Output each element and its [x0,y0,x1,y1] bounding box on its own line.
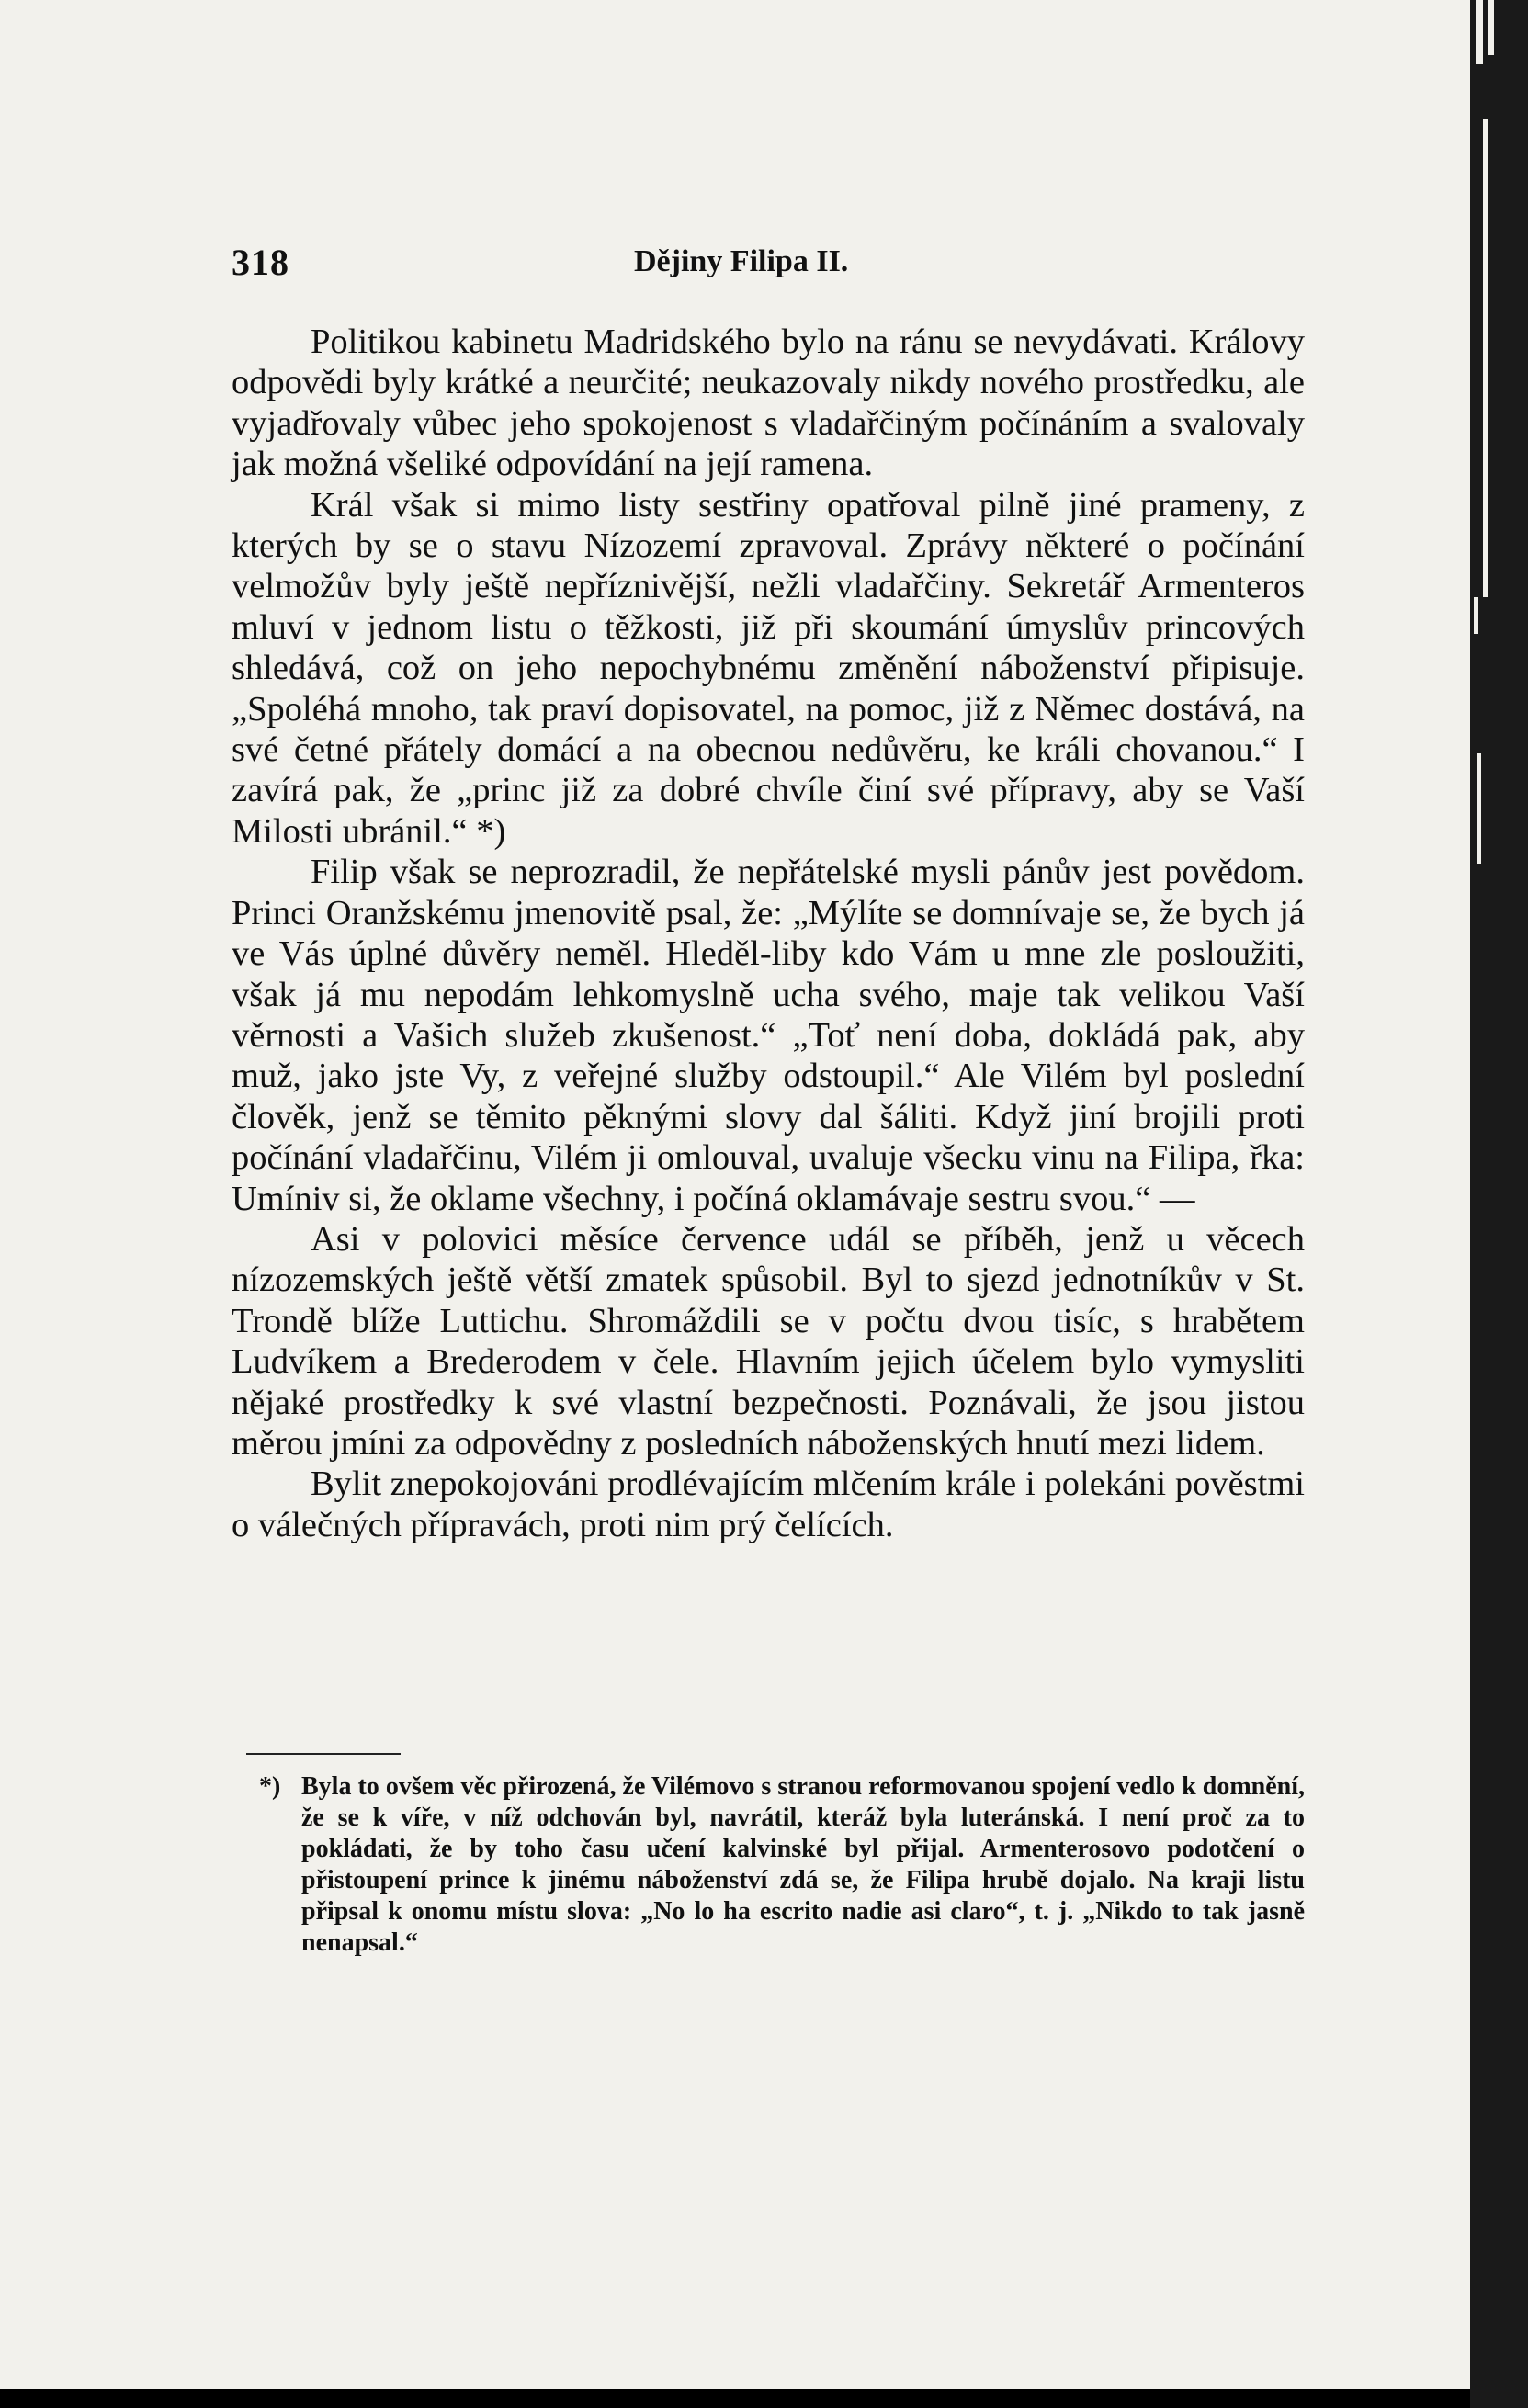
paragraph: Bylit znepokojováni prodlévajícím mlčením krále i polekáni pověstmi o válečných přípravách, proti nim prý čelících. [232,1464,1305,1544]
paragraph: Asi v polovici měsíce července udál se příběh, jenž u věcech nízozemských ještě větší zmatek spůsobil. Byl to sjezd jednotníkův v St. Trondě blíže Luttichu. Shromáždili se v počtu dvou tisíc, s hrabětem Ludvíkem a Brederodem v čele. Hlavním jejich účelem bylo vymysliti nějaké prostředky k své vlastní bezpečnosti. Poznávali, že jsou jistou měrou jmíni za odpovědny z posledních náboženských hnutí mezi lidem. [232,1219,1305,1463]
footnote-text: Byla to ovšem věc přirozená, že Vilémovo s stranou reformovanou spojení vedlo k domnění, že se k víře, v níž odchován byl, navrátil, kteráž byla luteránská. I není proč za to pokládati, že by toho času učení kalvinské byl přijal. Armenterosovo podotčení o přistoupení prince k jinému náboženství zdá se, že Filipa hrubě dojalo. Na kraji listu připsal k onomu místu slova: „No lo ha escrito nadie asi claro“, t. j. „Nikdo to tak jasně nenapsal.“ [301,1772,1305,1957]
edge-highlight [1474,597,1478,634]
edge-highlight [1476,0,1483,64]
paragraph: Filip však se neprozradil, že nepřátelské mysli pánův jest povědom. Princi Oranžskému jmenovitě psal, že: „Mýlíte se domnívaje se, že bych já ve Vás úplné důvěry neměl. Hleděl-liby kdo Vám u mne zle posloužiti, však já mu nepodám lehkomyslně ucha svého, maje tak velikou Vaší věrnosti a Vašich služeb zkušenost.“ „Toť není doba, dokládá pak, aby muž, jako jste Vy, z veřejné služby odstoupil.“ Ale Vilém byl poslední člověk, jenž se těmito pěknými slovy dal šáliti. Když jiní brojili proti počínání vladařčinu, Vilém ji omlouval, uvaluje všecku vinu na Filipa, řka: Umíniv si, že oklame všechny, i počíná oklamávaje sestru svou.“ — [232,853,1305,1218]
body-text [232,322,1305,1545]
edge-highlight [1477,753,1481,864]
footnote-rule [246,1753,401,1755]
edge-highlight [1483,119,1488,597]
running-head: Dějiny Filipa II. [634,244,849,278]
page-number: 318 [232,242,289,283]
page-header [232,241,1305,296]
footnote [259,1771,1305,1959]
scan-edge [1470,0,1528,2408]
paragraph: Politikou kabinetu Madridského bylo na ránu se nevydávati. Královy odpovědi byly krátké a neurčité; neukazovaly nikdy nového prostředku, ale vyjadřovaly vůbec jeho spokojenost s vladařčiným počínáním a svalovaly jak možná všeliké odpovídání na její ramena. [232,322,1305,484]
edge-highlight [1488,0,1494,55]
paragraph: Král však si mimo listy sestřiny opatřoval pilně jiné prameny, z kterých by se o stavu Nízozemí zpravoval. Zprávy některé o počínání velmožův byly ještě nepříznivější, nežli vladařčiny. Sekretář Armenteros mluví v jednom listu o těžkosti, již při skoumání úmyslův princových shledává, což on jeho nepochybnému změnění náboženství připisuje. „Spoléhá mnoho, tak praví dopisovatel, na pomoc, již z Němec dostává, na své četné přátely domácí a na obecnou nedůvěru, ke králi chovanou.“ I zavírá pak, že „princ již za dobré chvíle činí své přípravy, aby se Vaší Milosti ubránil.“ *) [232,485,1305,851]
footnote-marker: *) [259,1772,281,1801]
